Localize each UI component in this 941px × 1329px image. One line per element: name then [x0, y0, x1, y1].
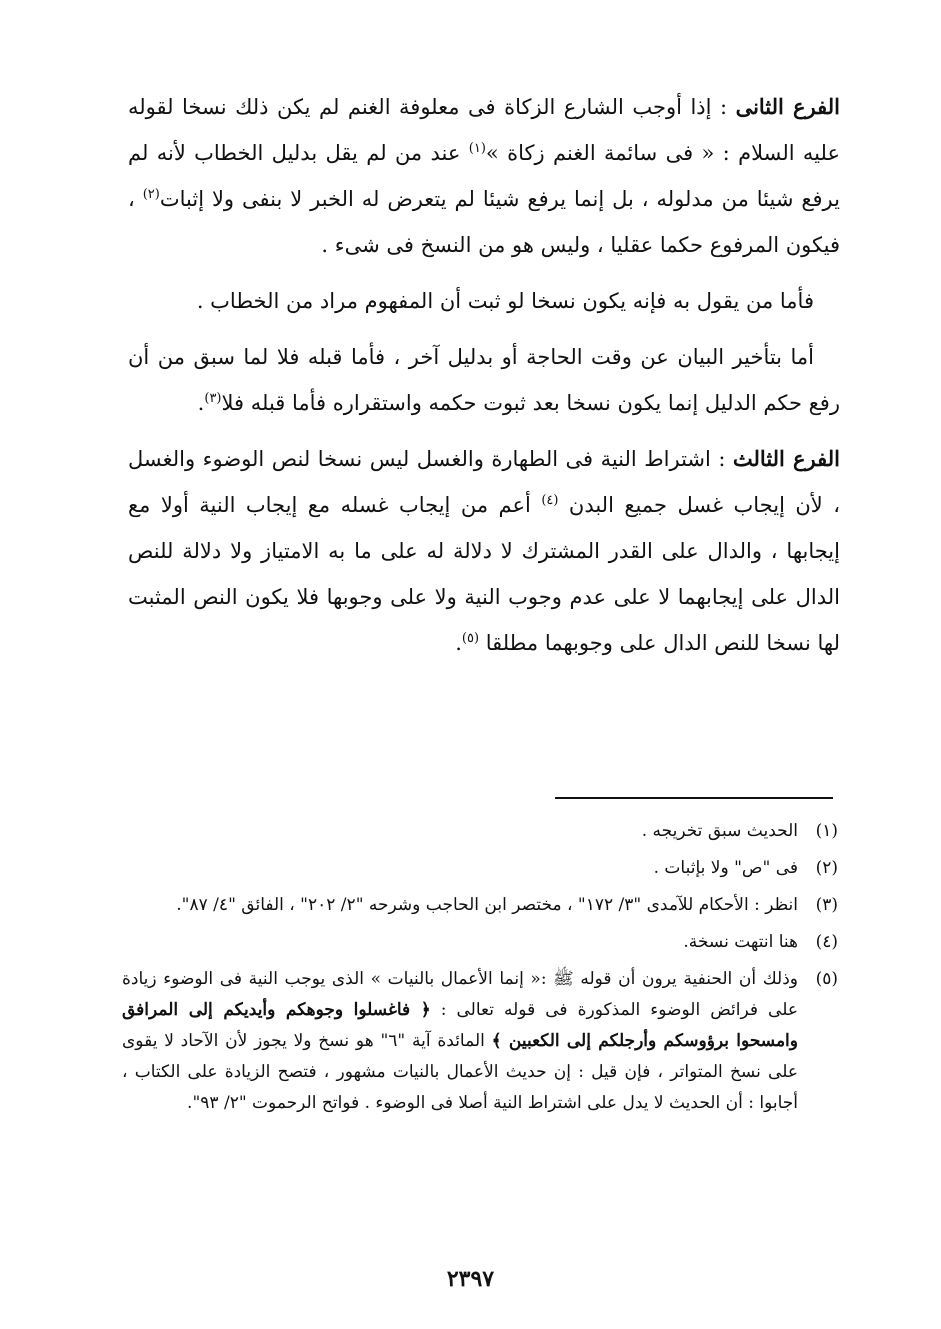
footnotes [122, 816, 838, 1125]
paragraph-4-text-b: أعم من إيجاب غسله مع إيجاب النية أولا مع إيجابها ، والدال على القدر المشترك لا دلالة له على ما به الامتياز ولا دلالة للنص الدال على إيجابهما لا على عدم وجوب النية ولا على وجوبها فلا يكون النص المثبت لها نسخا للنص الدال على وجوبهما مطلقا [128, 493, 840, 655]
footnote-divider [555, 797, 833, 799]
footnote-number: (٥) [815, 969, 838, 989]
paragraph-3 [128, 334, 840, 426]
paragraph-1-text-c: ، فيكون المرفوع حكما عقليا ، وليس هو من النسخ فى شىء . [128, 187, 840, 257]
footnote-4 [122, 927, 838, 958]
paragraph-3-text-b: . [197, 391, 205, 415]
footnote-ref-1[interactable]: (١) [468, 141, 486, 156]
paragraph-4 [128, 436, 840, 666]
footnote-3 [122, 890, 838, 921]
main-text [128, 84, 840, 676]
section-heading-third-branch: الفرع الثالث [732, 446, 840, 471]
page-number: ٢٣٩٧ [446, 1266, 495, 1292]
footnote-text: انظر : الأحكام للآمدى "٣/ ١٧٢" ، مختصر ابن الحاجب وشرحه "٢/ ٢٠٢" ، الفائق "٤/ ٨٧". [176, 895, 798, 915]
footnote-number: (١) [815, 821, 838, 841]
footnote-number: (٢) [815, 858, 838, 878]
paragraph-3-text-a: أما بتأخير البيان عن وقت الحاجة أو بدليل آخر ، فأما قبله فلا لما سبق من أن رفع حكم الدليل إنما يكون نسخا بعد ثبوت حكمه واستقراره فأما قبله فلا [128, 345, 840, 415]
paragraph-1-text-a: : إذا أوجب الشارع الزكاة فى معلوفة الغنم لم يكن ذلك نسخا لقوله عليه السلام : « فى سائمة الغنم زكاة » [128, 95, 840, 165]
footnote-2 [122, 853, 838, 884]
footnote-text: فى "ص" ولا بإثبات . [653, 858, 798, 878]
footnote-5-text-b: المائدة آية "٦" هو نسخ ولا يجوز لأن الآحاد لا يقوى على نسخ المتواتر ، فإن قيل : إن حديث الأعمال بالنيات مشهور ، فتصح الزيادة على الكتاب ، أجابوا : أن الحديث لا يدل على اشتراط النية أصلا فى الوضوء . فواتح الرحموت "٢/ ٩٣". [122, 1031, 798, 1113]
footnote-text: هنا انتهت نسخة. [683, 932, 798, 952]
paragraph-1 [128, 84, 840, 268]
footnote-ref-4[interactable]: (٤) [541, 493, 559, 508]
footnote-ref-5[interactable]: (٥) [461, 631, 480, 646]
paragraph-4-text-c: . [455, 631, 462, 655]
quran-verse-quote: ﴿ فاغسلوا وجوهكم وأيديكم إلى المرافق وامسحوا برؤوسكم وأرجلكم إلى الكعبين ﴾ [122, 1000, 798, 1051]
footnote-5 [122, 964, 838, 1119]
paragraph-4-text-a: : اشتراط النية فى الطهارة والغسل ليس نسخا لنص الوضوء والغسل ، لأن إيجاب غسل جميع البدن [128, 447, 840, 517]
footnote-text [122, 964, 798, 1119]
paragraph-1-text-b: عند من لم يقل بدليل الخطاب لأنه لم يرفع شيئا من مدلوله ، بل إنما يرفع شيئا لم يتعرض له الخبر لا بنفى ولا إثبات [128, 141, 840, 211]
footnote-number: (٤) [815, 932, 838, 952]
footnote-1 [122, 816, 838, 847]
section-heading-second-branch: الفرع الثانى [735, 94, 840, 119]
footnote-text: الحديث سبق تخريجه . [641, 821, 798, 841]
footnote-5-text-a: وذلك أن الحنفية يرون أن قوله ﷺ :« إنما الأعمال بالنيات » الذى يوجب النية فى الوضوء زيادة على فرائض الوضوء المذكورة فى قوله تعالى : [122, 969, 798, 1020]
footnote-ref-2[interactable]: (٢) [142, 187, 160, 202]
footnote-ref-3[interactable]: (٣) [204, 391, 222, 406]
paragraph-2: فأما من يقول به فإنه يكون نسخا لو ثبت أن المفهوم مراد من الخطاب . [196, 289, 814, 313]
footnote-number: (٣) [815, 895, 838, 915]
